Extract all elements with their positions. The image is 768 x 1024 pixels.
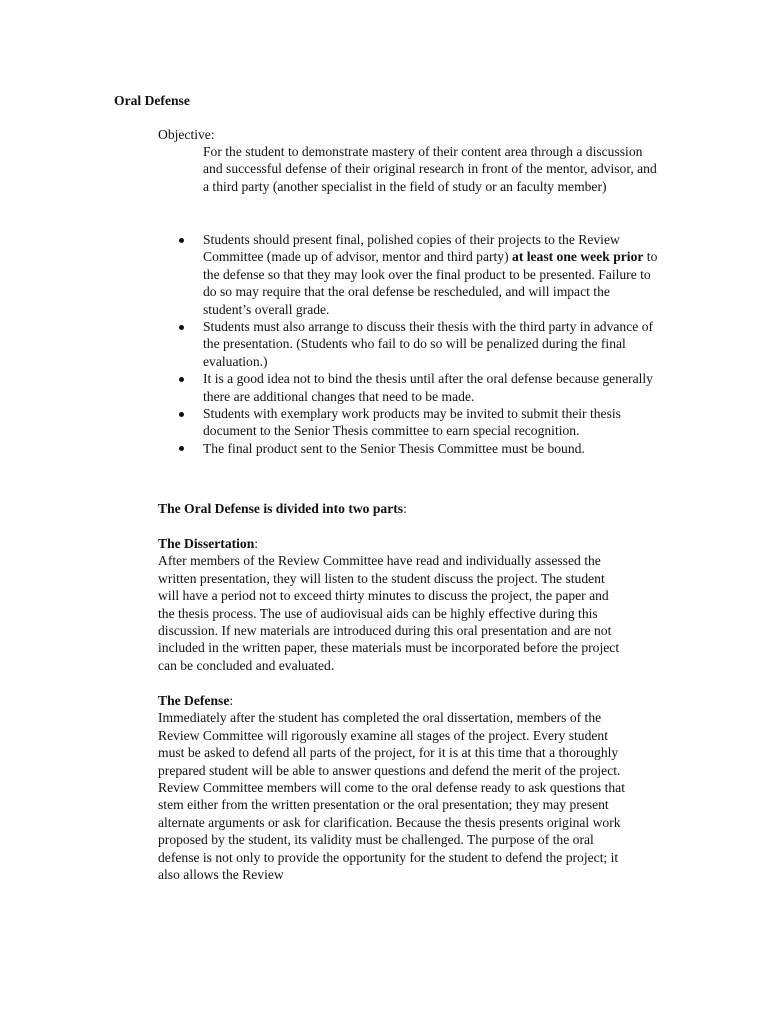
dissertation-body: After members of the Review Committee have read and individually assessed the written presentation, they will listen to the student discuss the project. The student will have a period not to exceed thirty minutes to discuss the project, the paper and the thesis process. The use of audiovisual aids can be highly effective during this discussion. If new materials are introduced during this oral presentation and are not included in the written paper, these materials must be incorporated before the project can be concluded and evaluated. bbox=[158, 553, 620, 673]
parts-intro bbox=[158, 500, 628, 517]
bullet-icon bbox=[179, 412, 184, 417]
defense-heading: The Defense bbox=[158, 693, 230, 708]
dissertation-heading: The Dissertation bbox=[158, 536, 255, 551]
defense-section bbox=[158, 692, 628, 883]
parts-intro-heading: The Oral Defense is divided into two parts bbox=[158, 501, 404, 516]
bullet-icon bbox=[179, 446, 184, 451]
list-item-text: Students should present final, polished copies of their projects to the Review Committee (made up of advisor, mentor and third party) bbox=[203, 232, 620, 265]
defense-body: Immediately after the student has completed the oral dissertation, members of the Review Committee will rigorously examine all stages of the project. Every student must be asked to defend all parts of the project, for it is at this time that a thoroughly prepared student will be able to answer questions and defend the merit of the project. Review Committee members will come to the oral defense ready to ask questions that stem either from the written presentation or the oral presentation; they may present alternate arguments or ask for clarification. Because the thesis presents original work proposed by the student, its validity must be challenged. The purpose of the oral defense is not only to provide the opportunity for the student to defend the project; it also allows the Review bbox=[158, 710, 625, 883]
list-item bbox=[158, 318, 658, 370]
requirements-list bbox=[158, 231, 658, 457]
list-item-text-continued: to the defense so that they may look over the final product to be presented. Failure to do so may require that the oral defense be rescheduled, and will impact the student’s overall grade. bbox=[203, 249, 658, 317]
defense-colon: : bbox=[229, 693, 234, 708]
objective-text: For the student to demonstrate mastery of their content area through a discussion and successful defense of their original research in front of the mentor, advisor, and a third party (another specialist in the field of study or an faculty member) bbox=[203, 144, 657, 194]
list-item bbox=[158, 405, 658, 440]
list-item-text: It is a good idea not to bind the thesis until after the oral defense because generally there are additional changes that need to be made. bbox=[203, 371, 653, 404]
list-item bbox=[158, 370, 658, 405]
list-item bbox=[158, 231, 658, 318]
list-item-text: Students with exemplary work products may be invited to submit their thesis document to the Senior Thesis committee to earn special recognition. bbox=[203, 406, 621, 439]
dissertation-colon: : bbox=[254, 536, 259, 551]
bullet-icon bbox=[179, 377, 184, 382]
list-item bbox=[158, 440, 658, 457]
document-title: Oral Defense bbox=[114, 93, 190, 108]
parts-intro-colon: : bbox=[403, 501, 407, 516]
list-item-emphasis: at least one week prior bbox=[512, 249, 644, 265]
list-item-text: The final product sent to the Senior Thesis Committee must be bound. bbox=[203, 440, 585, 456]
dissertation-section bbox=[158, 535, 628, 674]
bullet-icon bbox=[179, 238, 184, 243]
list-item-text: Students must also arrange to discuss their thesis with the third party in advance of the presentation. (Students who fail to do so will be penalized during the final evaluation.) bbox=[203, 319, 654, 369]
objective-label: Objective: bbox=[158, 127, 215, 142]
bullet-icon bbox=[179, 325, 184, 330]
